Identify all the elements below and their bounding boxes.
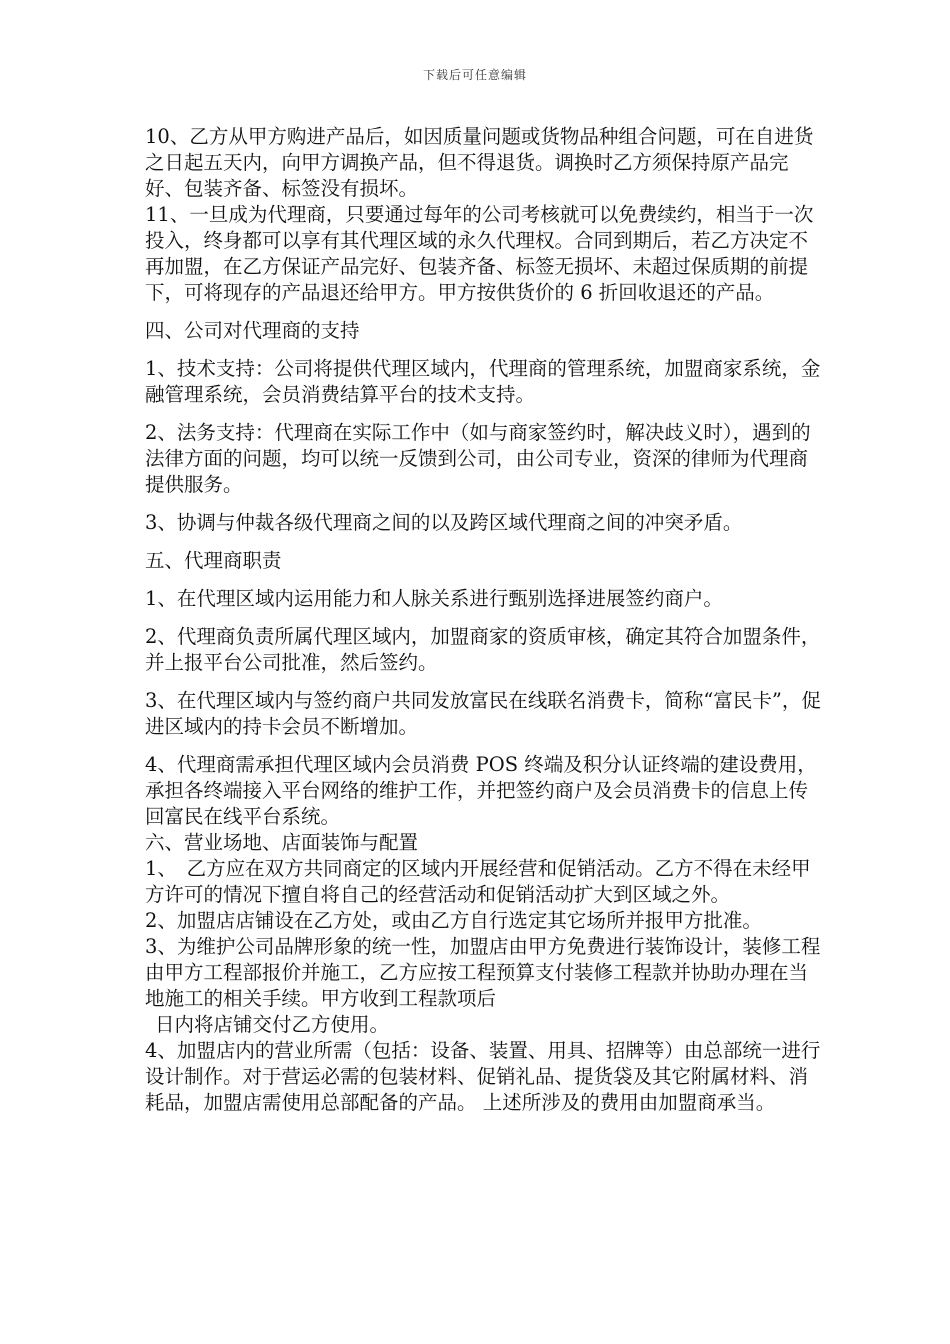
- page-header: 下载后可任意编辑: [422, 68, 527, 82]
- venue-item-4: 4、加盟店内的营业所需（包括：设备、装置、用具、招牌等）由总部统一进行设计制作。对于营运必需的包装材料、促销礼品、提货袋及其它附属材料、消耗品，加盟店需使用总部配备的产品。 上述所涉及的费用由加盟商承当。: [145, 1039, 821, 1114]
- paragraph-10: 10、乙方从甲方购进产品后，如因质量问题或货物品种组合问题，可在自进货之日起五天内，向甲方调换产品，但不得退货。调换时乙方须保持原产品完好、包装齐备、标签没有损坏。: [145, 125, 814, 200]
- paragraph-11: 11、一旦成为代理商，只要通过每年的公司考核就可以免费续约，相当于一次投入，终身都可以享有其代理区域的永久代理权。合同到期后，若乙方决定不再加盟，在乙方保证产品完好、包装齐备、标签无损坏、未超过保质期的前提下，可将现存的产品退还给甲方。甲方按供货价的 6 折回收退还的产品。: [145, 203, 814, 304]
- duty-item-2: 2、代理商负责所属代理区域内，加盟商家的资质审核，确定其符合加盟条件，并上报平台公司批准，然后签约。: [145, 625, 821, 674]
- venue-item-3-continuation: 日内将店铺交付乙方使用。: [155, 1013, 390, 1036]
- section-heading-5: 五、代理商职责: [145, 549, 282, 572]
- duty-item-3: 3、在代理区域内与签约商户共同发放富民在线联名消费卡，简称“富民卡”，促进区域内的持卡会员不断增加。: [145, 689, 821, 738]
- venue-item-3: 3、为维护公司品牌形象的统一性，加盟店由甲方免费进行装饰设计，装修工程由甲方工程部报价并施工，乙方应按工程预算支付装修工程款并协助办理在当地施工的相关手续。甲方收到工程款项后: [145, 935, 821, 1010]
- venue-item-2: 2、加盟店店铺设在乙方处，或由乙方自行选定其它场所并报甲方批准。: [145, 909, 762, 932]
- section-heading-6: 六、营业场地、店面装饰与配置: [145, 831, 419, 854]
- support-item-2: 2、法务支持：代理商在实际工作中（如与商家签约时，解决歧义时），遇到的法律方面的问题，均可以统一反馈到公司，由公司专业，资深的律师为代理商提供服务。: [145, 421, 811, 496]
- support-item-1: 1、技术支持：公司将提供代理区域内，代理商的管理系统，加盟商家系统，金融管理系统，会员消费结算平台的技术支持。: [145, 357, 821, 406]
- duty-item-4: 4、代理商需承担代理区域内会员消费 POS 终端及积分认证终端的建设费用，承担各终端接入平台网络的维护工作，并把签约商户及会员消费卡的信息上传回富民在线平台系统。: [145, 753, 817, 828]
- duty-item-1: 1、在代理区域内运用能力和人脉关系进行甄别选择进展签约商户。: [145, 587, 723, 610]
- section-heading-4: 四、公司对代理商的支持: [145, 319, 360, 342]
- venue-item-1: 1、 乙方应在双方共同商定的区域内开展经营和促销活动。乙方不得在未经甲方许可的情况下擅自将自己的经营活动和促销活动扩大到区域之外。: [145, 857, 811, 906]
- document-body: [145, 124, 825, 1116]
- support-item-3: 3、协调与仲裁各级代理商之间的以及跨区域代理商之间的冲突矛盾。: [145, 511, 743, 534]
